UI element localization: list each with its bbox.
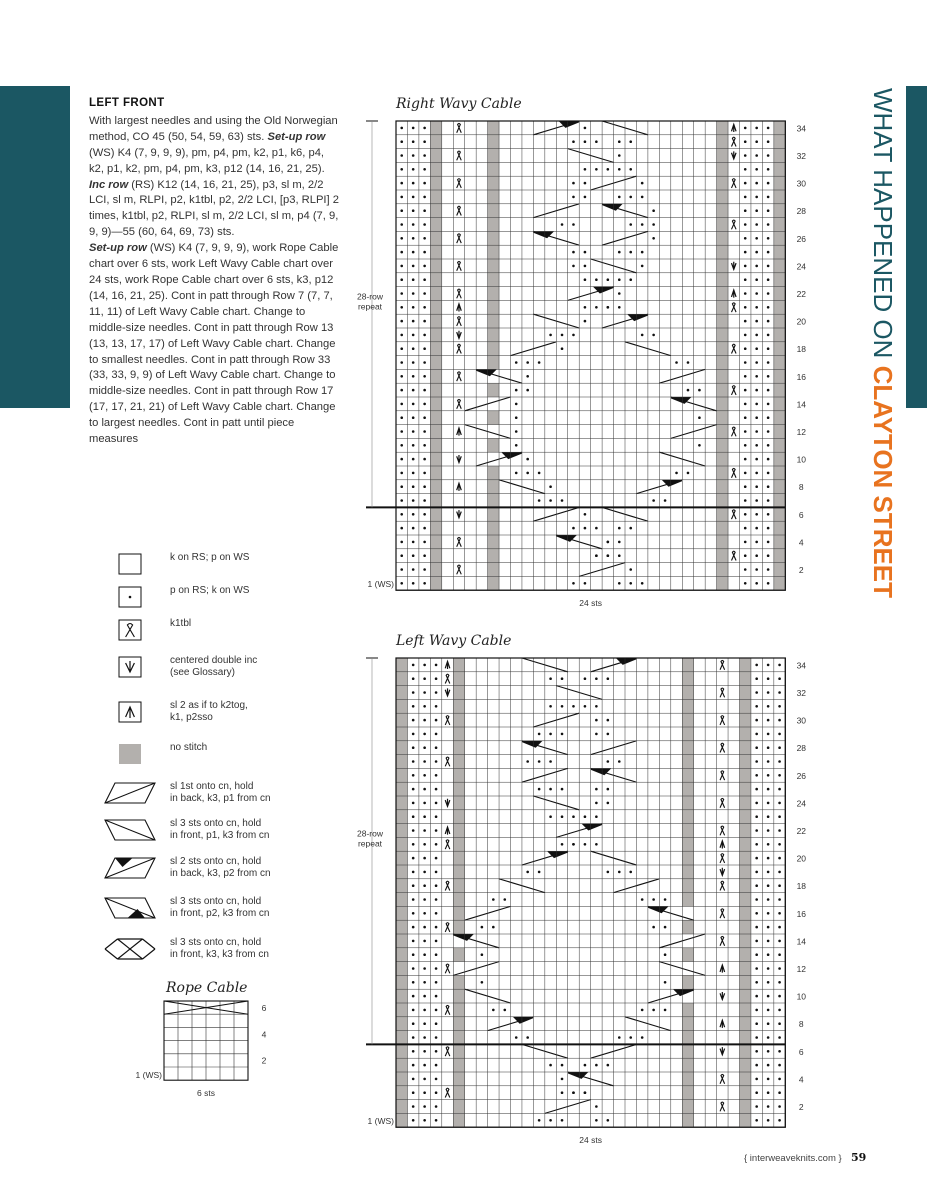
- row-number: 28: [796, 743, 807, 754]
- legend-item: [90, 618, 310, 642]
- legend-label: sl 2 as if to k2tog, k1, p2sso: [170, 700, 248, 723]
- cable-2-3-back-icon: [90, 856, 170, 880]
- paragraph-2: Set-up row (WS) K4 (7, 9, 9, 9), work Rope Cable chart over 6 sts, work Left Wavy Cable chart over 24 sts, work Rope Cable chart over 6 sts, k3, p12 (14, 16, 21, 25). Cont in patt through Row 7 (7, 7, 11, 11) of Left Wavy Cable chart. Change to middle-size needles. Cont in patt through Row 13 (13, 13, 17, 17) of Left Wavy Cable chart. Change to smallest needles. Cont in patt through Row 33 (33, 33, 9, 9) of Left Wavy Cable chart. Change to middle-size needles. Cont in patt through Row 17 (17, 17, 21, 21) of Left Wavy Cable chart. Change to largest needles. Cont in patt until piece measures: [89, 242, 339, 446]
- row-number: 30: [796, 178, 807, 189]
- legend-item: [90, 896, 310, 920]
- legend-label: sl 2 sts onto cn, hold in back, k3, p2 from cn: [170, 856, 271, 879]
- legend-label: k1tbl: [170, 618, 192, 629]
- row-number: 4: [798, 1074, 804, 1085]
- rope-chart-title: Rope Cable: [166, 980, 248, 996]
- cable-3-2-front-icon: [90, 896, 170, 920]
- footer-site: { interweaveknits.com }: [744, 1153, 842, 1164]
- rope-cable-chart: [120, 995, 280, 1105]
- legend-label: centered double inc (see Glossary): [170, 655, 258, 678]
- section-heading: LEFT FRONT: [89, 97, 165, 109]
- stitch-count-label: 24 sts: [579, 1135, 602, 1146]
- row-number: 34: [796, 123, 807, 134]
- row-number: 28: [796, 206, 807, 217]
- cable-3-1-front-icon: [90, 818, 170, 842]
- row-number: 4: [798, 537, 804, 548]
- ws-row-label: 1 (WS): [367, 1116, 394, 1127]
- teal-accent-bar-left: [0, 86, 70, 408]
- teal-accent-bar-right: [906, 86, 927, 408]
- row-number: 30: [796, 715, 807, 726]
- row-number: 14: [796, 399, 807, 410]
- row-number: 6: [798, 1046, 804, 1057]
- row-number: 8: [798, 482, 804, 493]
- paragraph-1: With largest needles and using the Old Norwegian method, CO 45 (50, 54, 59, 63) sts. Set-up row (WS) K4 (7, 9, 9, 9), pm, p4, pm, k2, p1, k6, p4, k2, p1, k2, pm, p4, pm, k3, p12 (14, 16, 21, 25). Inc row (RS) K12 (14, 16, 21, 25), p3, sl m, 2/2 LCI, sl m, RLPI, p2, k1tbl, p2, 2/2 LCI, [p3, RLPI] 2 times, k1tbl, p2, RLPI, sl m, 2/2 LCI, sl m, p4 (7, 9, 9, 9)—55 (60, 64, 69, 73) sts.: [89, 114, 339, 239]
- legend-item: [90, 700, 310, 724]
- left-wavy-cable-chart: [340, 652, 807, 1146]
- repeat-label: 28-row repeat: [357, 291, 383, 312]
- row-number: 16: [796, 371, 807, 382]
- row-number: 18: [796, 881, 807, 892]
- legend-item: [90, 742, 310, 766]
- legend-label: p on RS; k on WS: [170, 585, 250, 596]
- cable-1-3-back-icon: [90, 781, 170, 805]
- row-number: 24: [796, 798, 807, 809]
- cable-3-3-front-icon: [90, 937, 170, 961]
- row-number: 20: [796, 316, 807, 327]
- row-number: 12: [796, 426, 807, 437]
- row-number: 6: [798, 509, 804, 520]
- legend-item: [90, 585, 310, 609]
- row-number: 34: [796, 660, 807, 671]
- legend-label: k on RS; p on WS: [170, 552, 250, 563]
- row-number: 26: [796, 770, 807, 781]
- k1tbl-icon: [90, 618, 170, 642]
- purl-dot-icon: [90, 585, 170, 609]
- side-title: [866, 88, 900, 608]
- row-number: 2: [261, 1055, 267, 1066]
- legend-item: [90, 856, 310, 880]
- row-number: 14: [796, 936, 807, 947]
- row-number: 2: [798, 564, 804, 575]
- row-number: 6: [261, 1002, 267, 1013]
- repeat-label: 28-row repeat: [357, 828, 383, 849]
- row-number: 2: [798, 1101, 804, 1112]
- left-chart-title: Left Wavy Cable: [396, 633, 512, 649]
- double-inc-icon: [90, 655, 170, 679]
- no-stitch-icon: [90, 742, 170, 766]
- legend-label: sl 1st onto cn, hold in back, k3, p1 from cn: [170, 781, 271, 804]
- side-title-part-2: CLAYTON STREET: [868, 365, 898, 599]
- row-number: 20: [796, 853, 807, 864]
- left-front-instructions: [89, 96, 339, 448]
- row-number: 22: [796, 288, 807, 299]
- legend-label: no stitch: [170, 742, 208, 753]
- row-number: 24: [796, 261, 807, 272]
- row-number: 22: [796, 825, 807, 836]
- svg-text:WHAT HAPPENED ON CLAYTON STREE: [868, 88, 898, 598]
- knit-square-icon: [90, 552, 170, 576]
- legend-label: sl 3 sts onto cn, hold in front, k3, k3 from cn: [170, 937, 269, 960]
- double-dec-icon: [90, 700, 170, 724]
- ws-row-label: 1 (WS): [367, 579, 394, 590]
- row-number: 16: [796, 908, 807, 919]
- legend-item: [90, 655, 310, 679]
- legend-item: [90, 552, 310, 576]
- right-chart-title: Right Wavy Cable: [396, 96, 522, 112]
- row-number: 32: [796, 150, 807, 161]
- legend-label: sl 3 sts onto cn, hold in front, p1, k3 from cn: [170, 818, 270, 841]
- row-number: 10: [796, 454, 807, 465]
- stitch-count-label: 24 sts: [579, 598, 602, 609]
- page-number: 59: [851, 1151, 867, 1164]
- row-number: 4: [261, 1029, 267, 1040]
- row-number: 26: [796, 233, 807, 244]
- legend-label: sl 3 sts onto cn, hold in front, p2, k3 from cn: [170, 896, 270, 919]
- legend-item: [90, 818, 310, 842]
- row-number: 10: [796, 991, 807, 1002]
- row-number: 18: [796, 344, 807, 355]
- ws-row-label: 1 (WS): [135, 1070, 162, 1081]
- right-wavy-cable-chart: [340, 115, 807, 609]
- row-number: 12: [796, 963, 807, 974]
- row-number: 32: [796, 687, 807, 698]
- stitch-count-label: 6 sts: [197, 1088, 215, 1099]
- legend-item: [90, 781, 310, 805]
- row-number: 8: [798, 1019, 804, 1030]
- legend-item: [90, 937, 310, 961]
- side-title-part-1: WHAT HAPPENED ON: [868, 88, 898, 366]
